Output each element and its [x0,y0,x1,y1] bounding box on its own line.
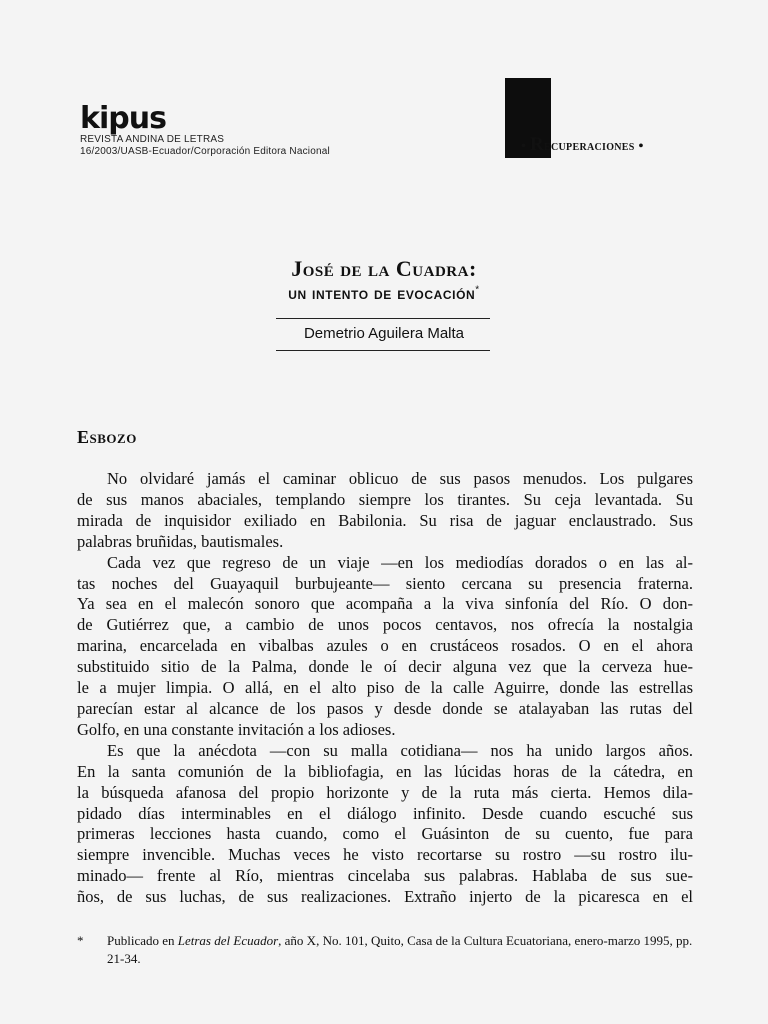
body-line: parecían estar al alcance de los pasos y desde donde se atalayaban las rutas del [77,698,693,718]
issue-info: 16/2003/UASB-Ecuador/Corporación Editora Nacional [80,146,330,157]
body-line: primeras lecciones hasta cuando, como el Guásinton de su cuento, fue para [77,824,693,844]
journal-logo: kipus [80,101,166,136]
section-label [521,134,644,156]
body-line: la búsqueda afanosa del propio horizonte y de la ruta más cierta. Hemos dila- [77,782,693,802]
body-line: Cada vez que regreso de un viaje —en los mediodías dorados o en las al- [107,552,693,572]
footnote-publication: Letras del Ecuador [177,933,279,948]
body-line: ños, de sus luchas, de sus realizaciones. Extraño injerto de la picaresca en el [77,887,693,907]
footnote-suffix: , año X, No. 101, Quito, Casa de la Cultura Ecuatoriana, enero-marzo 1995, pp. 21-34. [107,933,693,966]
body-line: minado— frente al Río, mientras cincelaba sus palabras. Hablaba de sus sue- [77,866,693,886]
bullet-left: • [521,139,527,154]
body-line: le a mujer limpia. O allá, en el alto piso de la calle Aguirre, donde las estrellas [77,678,693,698]
footnote [77,932,697,968]
title-rule-top [276,318,490,319]
body-line: substituido sitio de la Palma, donde le oí decir alguna vez que la cerveza hue- [77,657,693,677]
title-rule-bottom [276,350,490,351]
footnote-prefix: Publicado en [107,933,178,948]
body-line: palabras bruñidas, bautismales. [77,531,284,551]
body-line: marina, encarcelada en vibalbas azules o en crustáceos rosados. O en el ahora [77,636,693,656]
body-line: pidado días interminables en el diálogo infinito. Desde cuando escuché sus [77,803,693,823]
body-line: siempre invencible. Muchas veces he visto recortarse su rostro —su rostro ilu- [77,845,693,865]
footnote-mark: * [77,933,84,948]
body-line: Es que la anécdota —con su malla cotidiana— nos ha unido largos años. [107,740,693,760]
article-author: Demetrio Aguilera Malta [303,325,465,342]
body-line: Ya sea en el malecón sonoro que acompaña a la viva sinfonía del Río. O don- [77,594,693,614]
footnote-text [107,932,697,968]
body-line: de sus manos abaciales, templando siempre los tirantes. Su ceja levantada. Su [77,489,693,509]
footnote-ref: * [475,284,480,296]
article-title: José de la Cuadra: [291,256,477,281]
body-line: tas noches del Guayaquil burbujeante— siento cercana su presencia fraterna. [77,573,693,593]
section-initial: R [530,134,545,155]
section-heading: Esbozo [77,427,137,447]
body-line: Golfo, en una constante invitación a los adioses. [77,719,396,739]
section-name: ecuperaciones [544,139,635,154]
article-subtitle-text: un intento de evocación [288,284,476,303]
bullet-right: • [638,139,644,154]
masthead [80,101,330,158]
journal-subtitle: REVISTA ANDINA DE LETRAS [80,134,225,145]
body-line: En la santa comunión de la bibliofagia, en las lúcidas horas de la cátedra, en [77,761,693,781]
body-line: de Gutiérrez que, a cambio de unos pocos centavos, nos ofrecía la nostalgia [77,615,693,635]
body-line: mirada de inquisidor exiliado en Babilonia. Su risa de jaguar enclaustrado. Sus [77,510,693,530]
article-body [77,469,693,908]
article-subtitle [0,284,768,304]
body-line: No olvidaré jamás el caminar oblicuo de sus pasos menudos. Los pulgares [107,469,693,488]
